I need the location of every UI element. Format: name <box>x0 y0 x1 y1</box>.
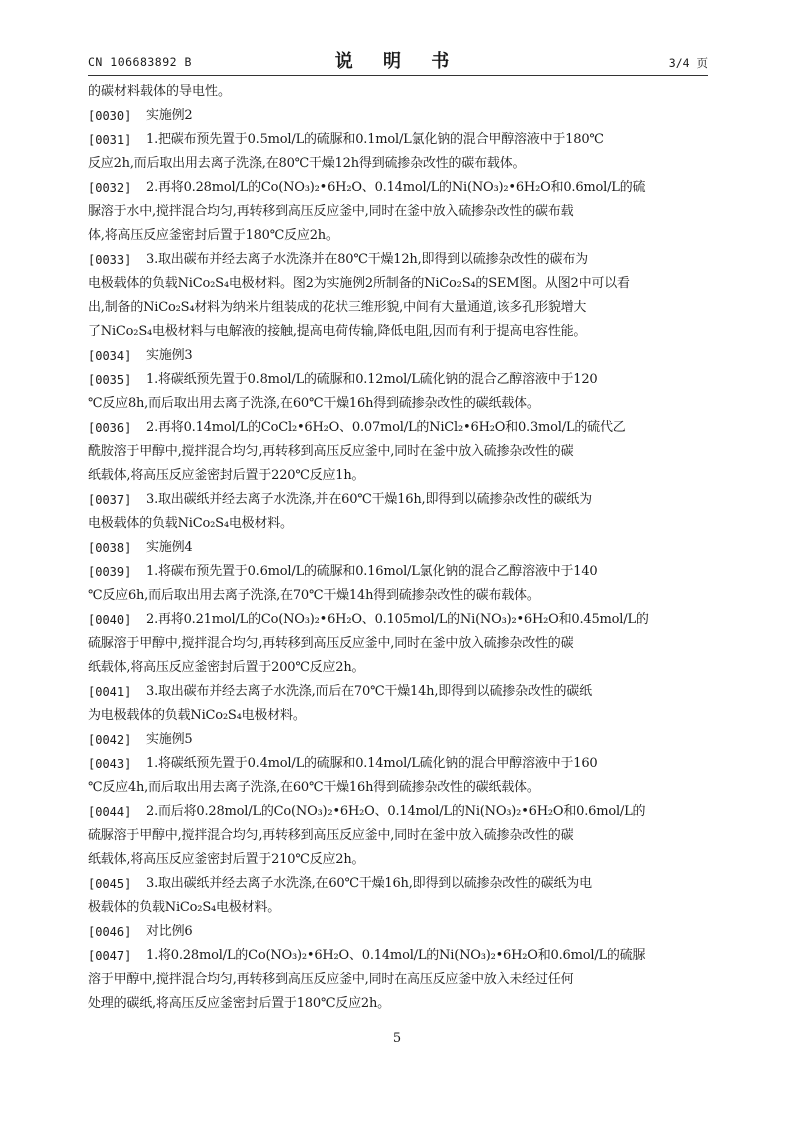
text-line: ℃反应8h,而后取出用去离子洗涤,在60℃干燥16h得到硫掺杂改性的碳纸载体。 <box>88 396 540 411</box>
text-line: 1.将碳布预先置于0.6mol/L的硫脲和0.16mol/L氯化钠的混合乙醇溶液中于140 <box>146 564 598 579</box>
paragraph-number: [0038] <box>88 541 132 555</box>
text-line: 了NiCo₂S₄电极材料与电解液的接触,提高电荷传输,降低电阻,因而有利于提高电容性能。 <box>88 324 587 339</box>
paragraph-text <box>146 344 708 368</box>
text-line: 纸载体,将高压反应釜密封后置于200℃反应2h。 <box>88 660 365 675</box>
paragraph-text <box>146 536 708 560</box>
patent-number: CN 106683892 B <box>88 55 192 69</box>
text-line: 硫脲溶于甲醇中,搅拌混合均匀,再转移到高压反应釜中,同时在釜中放入硫掺杂改性的碳 <box>88 636 574 651</box>
text-line: 对比例6 <box>146 924 193 939</box>
text-line: 纸载体,将高压反应釜密封后置于220℃反应1h。 <box>88 468 365 483</box>
paragraph-number: [0044] <box>88 805 132 819</box>
text-line: 2.再将0.28mol/L的Co(NO₃)₂•6H₂O、0.14mol/L的Ni(NO₃)₂•6H₂O和0.6mol/L的硫 <box>146 180 646 195</box>
paragraph <box>88 344 708 368</box>
paragraph-number: [0042] <box>88 733 132 747</box>
paragraph <box>88 944 708 1016</box>
text-line: ℃反应6h,而后取出用去离子洗涤,在70℃干燥14h得到硫掺杂改性的碳布载体。 <box>88 588 540 603</box>
paragraph-number: [0045] <box>88 877 132 891</box>
text-line: 1.将碳纸预先置于0.8mol/L的硫脲和0.12mol/L硫化钠的混合乙醇溶液中于120 <box>146 372 598 387</box>
text-line: 脲溶于水中,搅拌混合均匀,再转移到高压反应釜中,同时在釜中放入硫掺杂改性的碳布载 <box>88 204 574 219</box>
paragraph <box>88 416 708 488</box>
document-body <box>88 80 708 1016</box>
text-line: 硫脲溶于甲醇中,搅拌混合均匀,再转移到高压反应釜中,同时在釜中放入硫掺杂改性的碳 <box>88 828 574 843</box>
text-line: 2.再将0.14mol/L的CoCl₂•6H₂O、0.07mol/L的NiCl₂•6H₂O和0.3mol/L的硫代乙 <box>146 420 626 435</box>
paragraph <box>88 560 708 608</box>
paragraph-text <box>146 920 708 944</box>
text-line: 出,制备的NiCo₂S₄材料为纳米片组装成的花状三维形貌,中间有大量通道,该多孔形貌增大 <box>88 300 587 315</box>
paragraph <box>88 800 708 872</box>
text-line: 处理的碳纸,将高压反应釜密封后置于180℃反应2h。 <box>88 996 390 1011</box>
text-line: 2.再将0.21mol/L的Co(NO₃)₂•6H₂O、0.105mol/L的Ni(NO₃)₂•6H₂O和0.45mol/L的 <box>146 612 649 627</box>
paragraph <box>88 248 708 344</box>
paragraph-number: [0046] <box>88 925 132 939</box>
paragraph-number: [0034] <box>88 349 132 363</box>
text-line: 极载体的负载NiCo₂S₄电极材料。 <box>88 900 281 915</box>
paragraph-number: [0035] <box>88 373 132 387</box>
paragraph <box>88 368 708 416</box>
text-line: 为电极载体的负载NiCo₂S₄电极材料。 <box>88 708 306 723</box>
paragraph-text <box>146 104 708 128</box>
text-line: 纸载体,将高压反应釜密封后置于210℃反应2h。 <box>88 852 365 867</box>
text-line: 2.而后将0.28mol/L的Co(NO₃)₂•6H₂O、0.14mol/L的Ni(NO₃)₂•6H₂O和0.6mol/L的 <box>146 804 646 819</box>
paragraph-number: [0043] <box>88 757 132 771</box>
document-title: 说 明 书 <box>334 51 462 72</box>
text-line: 实施例4 <box>146 540 193 555</box>
text-line: 实施例2 <box>146 108 193 123</box>
text-line: 1.将0.28mol/L的Co(NO₃)₂•6H₂O、0.14mol/L的Ni(NO₃)₂•6H₂O和0.6mol/L的硫脲 <box>146 948 646 963</box>
paragraph-text <box>146 728 708 752</box>
text-line: 1.将碳纸预先置于0.4mol/L的硫脲和0.14mol/L硫化钠的混合甲醇溶液中于160 <box>146 756 598 771</box>
lead-line: 的碳材料载体的导电性。 <box>88 84 232 99</box>
paragraph <box>88 920 708 944</box>
paragraph <box>88 488 708 536</box>
paragraph <box>88 128 708 176</box>
paragraph <box>88 680 708 728</box>
page-header <box>88 47 708 73</box>
text-line: 酰胺溶于甲醇中,搅拌混合均匀,再转移到高压反应釜中,同时在釜中放入硫掺杂改性的碳 <box>88 444 574 459</box>
paragraph-number: [0037] <box>88 493 132 507</box>
paragraph <box>88 536 708 560</box>
paragraph <box>88 728 708 752</box>
text-line: 溶于甲醇中,搅拌混合均匀,再转移到高压反应釜中,同时在高压反应釜中放入未经过任何 <box>88 972 574 987</box>
text-line: 3.取出碳纸并经去离子水洗涤,在60℃干燥16h,即得到以硫掺杂改性的碳纸为电 <box>146 876 592 891</box>
paragraph-number: [0032] <box>88 181 132 195</box>
paragraph-number: [0041] <box>88 685 132 699</box>
paragraph <box>88 104 708 128</box>
text-line: ℃反应4h,而后取出用去离子洗涤,在60℃干燥16h得到硫掺杂改性的碳纸载体。 <box>88 780 540 795</box>
text-line: 实施例5 <box>146 732 193 747</box>
text-line: 实施例3 <box>146 348 193 363</box>
text-line: 电极载体的负载NiCo₂S₄电极材料。 <box>88 516 293 531</box>
text-line: 3.取出碳纸并经去离子水洗涤,并在60℃干燥16h,即得到以硫掺杂改性的碳纸为 <box>146 492 592 507</box>
text-line: 反应2h,而后取出用去离子洗涤,在80℃干燥12h得到硫掺杂改性的碳布载体。 <box>88 156 526 171</box>
paragraph <box>88 608 708 680</box>
header-rule <box>88 75 708 76</box>
page-indicator: 3/4 页 <box>668 56 708 70</box>
paragraph <box>88 176 708 248</box>
paragraph <box>88 752 708 800</box>
paragraph-number: [0033] <box>88 253 132 267</box>
paragraph-number: [0031] <box>88 133 132 147</box>
paragraph-number: [0047] <box>88 949 132 963</box>
paragraph-number: [0040] <box>88 613 132 627</box>
text-line: 3.取出碳布并经去离子水洗涤并在80℃干燥12h,即得到以硫掺杂改性的碳布为 <box>146 252 588 267</box>
text-line: 体,将高压反应釜密封后置于180℃反应2h。 <box>88 228 339 243</box>
paragraph <box>88 872 708 920</box>
paragraph-number: [0036] <box>88 421 132 435</box>
page-number: 5 <box>392 1031 402 1046</box>
text-line: 3.取出碳布并经去离子水洗涤,而后在70℃干燥14h,即得到以硫掺杂改性的碳纸 <box>146 684 592 699</box>
text-line: 电极载体的负载NiCo₂S₄电极材料。图2为实施例2所制备的NiCo₂S₄的SEM图。从图2中可以看 <box>88 276 630 291</box>
paragraph-number: [0030] <box>88 109 132 123</box>
text-line: 1.把碳布预先置于0.5mol/L的硫脲和0.1mol/L氯化钠的混合甲醇溶液中于180℃ <box>146 132 604 147</box>
paragraph-number: [0039] <box>88 565 132 579</box>
